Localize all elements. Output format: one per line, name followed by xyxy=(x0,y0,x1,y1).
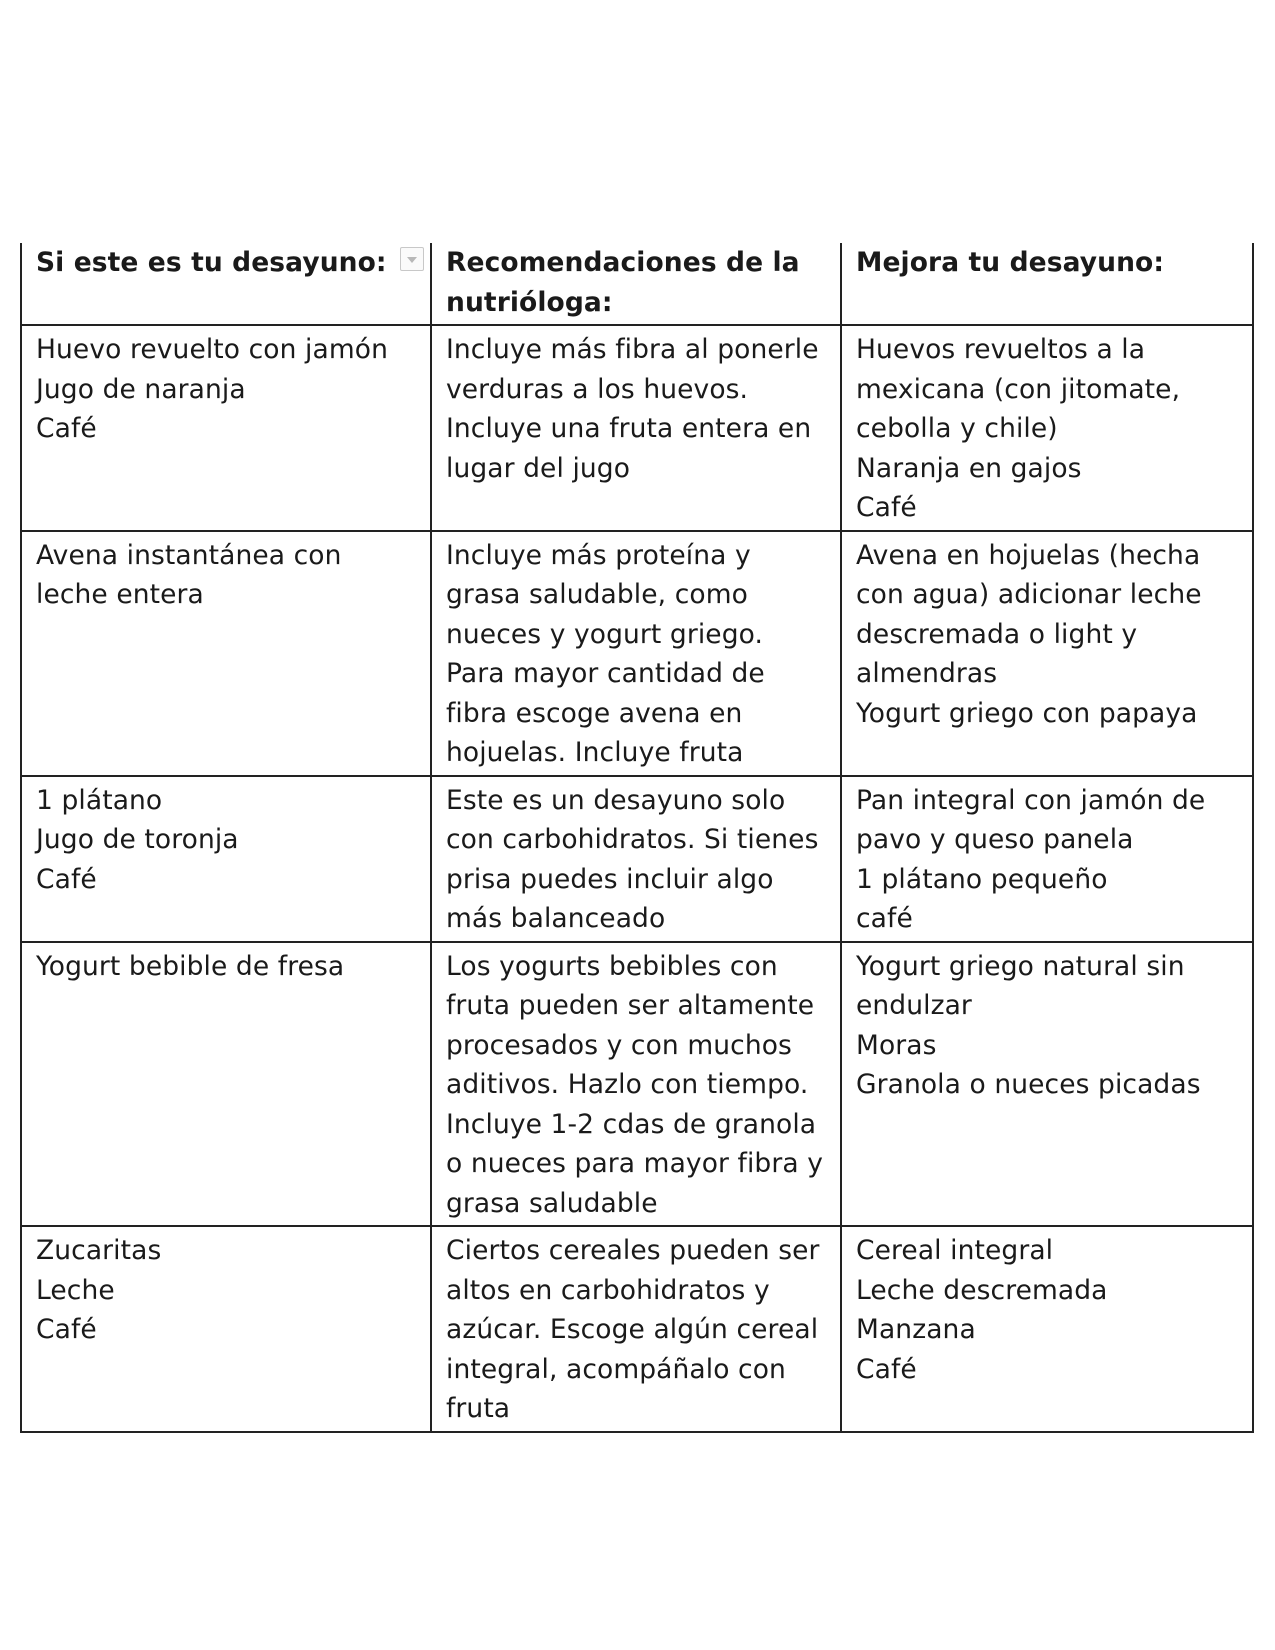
cell-line: Zucaritas xyxy=(36,1235,162,1266)
cell-line: Leche descremada xyxy=(856,1274,1108,1306)
breakfast-table-container xyxy=(20,243,1252,1433)
table-row xyxy=(21,325,1253,531)
cell-current-breakfast xyxy=(21,1226,431,1432)
cell-line: Ciertos cereales pueden ser xyxy=(446,1235,820,1266)
cell-current-breakfast xyxy=(21,776,431,942)
cell-line: fibra escoge avena en xyxy=(446,697,743,729)
cell-line: Este es un desayuno solo xyxy=(446,784,786,816)
table-row xyxy=(21,531,1253,776)
cell-current-breakfast xyxy=(21,325,431,531)
cell-line: integral, acompáñalo con xyxy=(446,1353,786,1385)
cell-line: Café xyxy=(36,1314,97,1345)
header-recommendations xyxy=(431,243,841,325)
cell-line: Jugo de naranja xyxy=(36,373,246,405)
header-text: Recomendaciones de la xyxy=(446,247,800,278)
cell-line: Avena en hojuelas (hecha xyxy=(856,539,1201,571)
cell-recommendation xyxy=(431,942,841,1227)
cell-line: grasa saludable, como xyxy=(446,579,748,610)
cell-line: prisa puedes incluir algo xyxy=(446,863,774,895)
cell-improved-breakfast xyxy=(841,325,1253,531)
cell-line: Cereal integral xyxy=(856,1235,1054,1266)
cell-line: Huevo revuelto con jamón xyxy=(36,334,388,365)
header-text: Mejora tu desayuno: xyxy=(856,247,1165,278)
cell-line: procesados y con muchos xyxy=(446,1029,792,1061)
table-row xyxy=(21,1226,1253,1432)
cell-line: Los yogurts bebibles con xyxy=(446,950,778,982)
cell-line: Yogurt griego con papaya xyxy=(856,697,1198,729)
cell-line: Granola o nueces picadas xyxy=(856,1069,1201,1100)
cell-recommendation xyxy=(431,1226,841,1432)
cell-line: Incluye más proteína y xyxy=(446,539,751,571)
cell-line: endulzar xyxy=(856,990,972,1021)
cell-line: aditivos. Hazlo con tiempo. xyxy=(446,1069,809,1100)
cell-line: fruta xyxy=(446,1393,511,1424)
cell-line: 1 plátano xyxy=(36,784,163,816)
cell-line: con agua) adicionar leche xyxy=(856,579,1202,610)
table-row xyxy=(21,942,1253,1227)
cell-line: Moras xyxy=(856,1029,937,1061)
cell-line: Yogurt bebible de fresa xyxy=(36,950,345,982)
cell-line: Incluye una fruta entera en xyxy=(446,413,812,444)
cell-line: nueces y yogurt griego. xyxy=(446,618,764,650)
filter-dropdown-icon[interactable] xyxy=(400,247,424,271)
cell-line: azúcar. Escoge algún cereal xyxy=(446,1314,819,1345)
cell-recommendation xyxy=(431,531,841,776)
cell-line: almendras xyxy=(856,658,998,689)
header-row xyxy=(21,243,1253,325)
cell-line: Para mayor cantidad de xyxy=(446,658,765,689)
cell-line: con carbohidratos. Si tienes xyxy=(446,824,819,855)
header-improve-breakfast xyxy=(841,243,1253,325)
cell-improved-breakfast xyxy=(841,776,1253,942)
cell-line: 1 plátano pequeño xyxy=(856,863,1108,895)
cell-line: Avena instantánea con xyxy=(36,539,342,571)
cell-improved-breakfast xyxy=(841,531,1253,776)
cell-line: lugar del jugo xyxy=(446,452,631,484)
cell-line: Café xyxy=(856,492,917,523)
cell-current-breakfast xyxy=(21,942,431,1227)
cell-current-breakfast xyxy=(21,531,431,776)
cell-line: café xyxy=(856,903,913,934)
cell-recommendation xyxy=(431,325,841,531)
header-text: Si este es tu desayuno: xyxy=(36,247,387,278)
cell-line: fruta pueden ser altamente xyxy=(446,990,815,1021)
cell-line: verduras a los huevos. xyxy=(446,373,749,405)
cell-line: Café xyxy=(856,1353,917,1385)
cell-line: más balanceado xyxy=(446,903,666,934)
cell-line: mexicana (con jitomate, xyxy=(856,373,1181,405)
cell-line: hojuelas. Incluye fruta xyxy=(446,737,744,768)
cell-line: descremada o light y xyxy=(856,618,1138,650)
cell-line: Yogurt griego natural sin xyxy=(856,950,1185,982)
cell-line: Incluye 1-2 cdas de granola xyxy=(446,1108,817,1140)
cell-line: leche entera xyxy=(36,579,204,610)
cell-line: Naranja en gajos xyxy=(856,452,1082,484)
cell-line: Jugo de toronja xyxy=(36,824,239,855)
cell-line: Café xyxy=(36,863,97,895)
cell-line: grasa saludable xyxy=(446,1187,658,1219)
cell-line: Leche xyxy=(36,1274,115,1306)
cell-line: o nueces para mayor fibra y xyxy=(446,1148,823,1179)
cell-line: Manzana xyxy=(856,1314,976,1345)
cell-recommendation xyxy=(431,776,841,942)
header-text: nutrióloga: xyxy=(446,286,613,318)
cell-line: altos en carbohidratos y xyxy=(446,1274,770,1306)
table-row xyxy=(21,776,1253,942)
cell-line: Pan integral con jamón de xyxy=(856,784,1206,816)
cell-improved-breakfast xyxy=(841,942,1253,1227)
cell-line: Café xyxy=(36,413,97,444)
header-current-breakfast xyxy=(21,243,431,325)
cell-line: pavo y queso panela xyxy=(856,824,1134,855)
cell-line: Incluye más fibra al ponerle xyxy=(446,334,819,365)
cell-improved-breakfast xyxy=(841,1226,1253,1432)
cell-line: Huevos revueltos a la xyxy=(856,334,1146,365)
breakfast-table xyxy=(20,243,1254,1433)
cell-line: cebolla y chile) xyxy=(856,413,1058,444)
